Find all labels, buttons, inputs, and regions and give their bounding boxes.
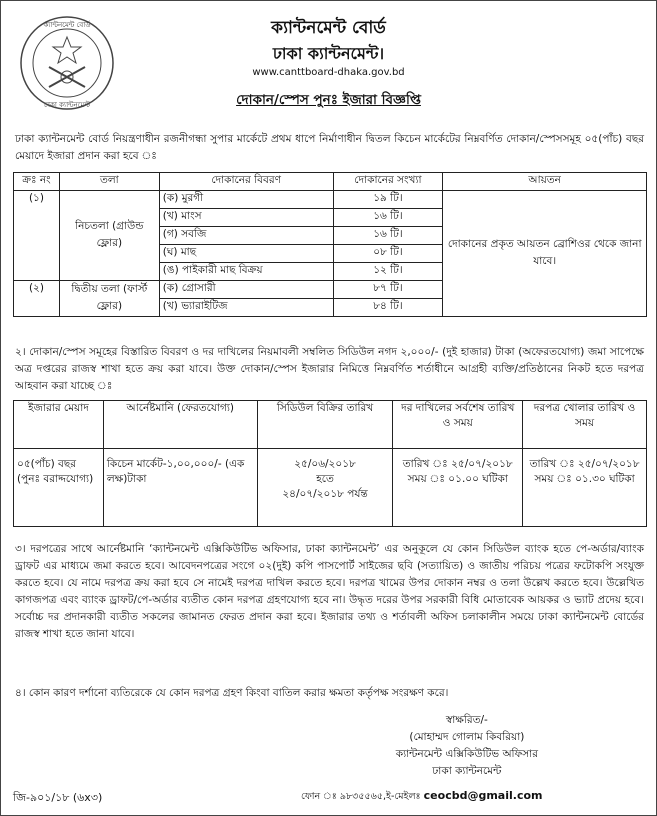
open-time: সময় ঃ ০১.৩০ ঘটিকা: [534, 473, 635, 485]
group-serial: (১): [14, 191, 60, 281]
header-sale-date: সিডিউল বিক্রির তারিখ: [257, 401, 393, 449]
item-name: মাছ: [180, 246, 197, 258]
group-serial: (২): [14, 281, 60, 317]
header-opening: দরপত্র খোলার তারিখ ও সময়: [523, 401, 647, 449]
area-note: দোকানের প্রকৃত আয়তন ব্রোশিওর থেকে জানা যাবে।: [443, 191, 647, 317]
item-description: [159, 299, 333, 317]
signatory-designation: ক্যান্টনমেন্ট এক্সিকিউটিভ অফিসার: [395, 748, 538, 760]
signatory-office: ঢাকা ক্যান্টনমেন্ট: [432, 765, 502, 777]
notice-title: দোকান/স্পেস পুনঃ ইজারা বিজ্ঞপ্তি: [236, 92, 421, 108]
signed-label: স্বাক্ষরিত/-: [445, 714, 488, 726]
seal-top-text: ক্যান্টনমেন্ট বোর্ড: [43, 21, 91, 29]
item-count: ১৬ টি।: [333, 209, 443, 227]
earnest-money: কিচেন মার্কেট-১,০০,০০০/- (এক লক্ষ)টাকা: [103, 449, 257, 527]
item-code: (খ): [162, 300, 178, 312]
contact-line: [301, 789, 542, 805]
reference-number: জি-৯০১/১৮ (৬x৩): [13, 791, 103, 804]
sale-to: ২৪/০৭/২০১৮ পর্যন্ত: [282, 488, 368, 500]
header-floor: তলা: [59, 173, 159, 191]
header-count: দোকানের সংখ্যা: [333, 173, 443, 191]
group-floor: দ্বিতীয় তলা (ফার্স্ট ফ্লোর): [59, 281, 159, 317]
header-area: আয়তন: [443, 173, 647, 191]
item-code: (ক): [162, 282, 179, 294]
item-name: পাইকারী মাছ বিক্রয়: [182, 264, 263, 276]
shop-table-header: [14, 173, 647, 191]
group-floor: নিচতলা (গ্রাউন্ড ফ্লোর): [59, 191, 159, 281]
item-name: মাংস: [181, 210, 202, 222]
org-place: ঢাকা ক্যান্টনমেন্ট।: [272, 44, 385, 63]
seal-bottom-text: ঢাকা ক্যান্টনমেন্ট: [44, 101, 90, 109]
signatory-name: (মোহাম্মদ গোলাম কিবরিয়া): [409, 731, 525, 743]
org-name: ক্যান্টনমেন্ট বোর্ড: [271, 18, 386, 38]
paragraph-3: ৩। দরপত্রের সাথে আর্নেষ্টমানি ‘ক্যান্টনমেন্ট এক্সিকিউটিভ অফিসার, ঢাকা ক্যান্টনমেন্ট’ এর অনুকূলে যে কোন সিডিউল ব্যাংক হতে পে-অর্ডার/ব্যাংক ড্রাফট এর মাধ্যমে জমা করতে হবে। আবেদনপত্রের সংগে ০২(দুই) কপি পাসপোর্ট সাইজের ছবি (সত্যায়িত) ও জাতীয় পরিচয় পত্রের ফটোকপি সংযুক্ত করতে হবে। যে নামে দরপত্র ক্রয় করা হবে সে নামেই দরপত্র দাখিল করতে হবে। দরপত্র খামের উপর দোকান নম্বর ও তলা উল্লেখ করতে হবে। উল্লেখিত কাগজপত্র এবং ব্যাংক ড্রাফট/পে-অর্ডার ব্যতীত কোন দরপত্র গ্রহণযোগ্য হবে না। উদ্ধৃত দরের উপর সরকারী বিধি মোতাবেক আয়কর ও ভ্যাট প্রদেয় হবে। সর্বোচ্চ দর প্রদানকারী ব্যতীত সকলের জামানত ফেরত প্রদান করা হবে। ইজারার তথ্য ও শর্তাবলী অফিস চলাকালীন সময়ে ঢাকা ক্যান্টনমেন্ট বোর্ডের রাজস্ব শাখা হতে জানা যাবে।: [15, 543, 644, 640]
lease-term: ০৫(পাঁচ) বছর (পুনঃ বরাদ্দযোগ্য): [14, 449, 104, 527]
notice-title-wrap: [1, 89, 656, 112]
signature-block: [396, 713, 538, 781]
sale-from: ২৫/০৬/২০১৮: [294, 458, 356, 470]
table-row: [14, 191, 647, 209]
contact-email[interactable]: ceocbd@gmail.com: [423, 789, 543, 802]
header-earnest: আর্নেষ্টমানি (ফেরতযোগ্য): [103, 401, 257, 449]
item-code: (ঙ): [162, 264, 179, 276]
item-count: ৮৪ টি।: [333, 299, 443, 317]
item-description: [159, 281, 333, 299]
header-description: দোকানের বিবরণ: [159, 173, 333, 191]
header-submit-deadline: দর দাখিলের সর্বশেষ তারিখ ও সময়: [393, 401, 523, 449]
header-term: ইজারার মেয়াদ: [14, 401, 104, 449]
item-description: [159, 263, 333, 281]
item-name: গ্রোসারী: [181, 282, 216, 294]
item-code: (খ): [162, 210, 178, 222]
item-name: সবজি: [181, 228, 207, 240]
item-count: ০৮ টি।: [333, 245, 443, 263]
item-count: ১৬ টি।: [333, 227, 443, 245]
item-code: (ঘ): [162, 246, 178, 258]
schedule-sale-period: [257, 449, 393, 527]
opening-schedule: [523, 449, 647, 527]
item-code: (ক): [162, 192, 179, 204]
item-name: মুরগী: [181, 192, 204, 204]
shop-table: [13, 172, 647, 317]
open-date: তারিখ ঃ ২৫/০৭/২০১৮: [529, 458, 640, 470]
item-count: ১৯ টি।: [333, 191, 443, 209]
item-count: ১২ টি।: [333, 263, 443, 281]
item-description: [159, 227, 333, 245]
item-description: [159, 245, 333, 263]
contact-phone: ফোন ঃ ৯৮৩৫৫৬৫,ই-মেইলঃ: [301, 791, 421, 802]
item-description: [159, 191, 333, 209]
item-code: (গ): [162, 228, 178, 240]
item-count: ৮৭ টি।: [333, 281, 443, 299]
website-link[interactable]: www.canttboard-dhaka.gov.bd: [252, 67, 405, 78]
sale-mid: হতে: [316, 473, 334, 485]
item-description: [159, 209, 333, 227]
paragraph-2: ২। দোকান/স্পেস সমূহের বিস্তারিত বিবরণ ও দর দাখিলের নিয়মাবলী সম্বলিত সিডিউল নগদ ২,০০০/- (দুই হাজার) টাকা (অফেরতযোগ্য) জমা সাপেক্ষে অত্র দপ্তরের রাজস্ব শাখা হতে ক্রয় করা যাবে। উক্ত দোকান/স্পেস ইজারার নিমিত্তে নিম্নবর্ণিত শর্তাধীনে আগ্রহী ব্যক্তি/প্রতিষ্ঠানের নিকট হতে দরপত্র আহবান করা যাচ্ছে ঃ: [15, 346, 644, 392]
header-serial: ক্রঃ নং: [14, 173, 60, 191]
paragraph-4: ৪। কোন কারণ দর্শানো ব্যতিরেকে যে কোন দরপত্র গ্রহণ কিংবা বাতিল করার ক্ষমতা কর্তৃপক্ষ সংরক্ষণ করে।: [15, 687, 449, 699]
schedule-table: [13, 400, 647, 527]
item-name: ভ্যারাইটিজ: [181, 300, 228, 312]
submit-date: তারিখ ঃ ২৫/০৭/২০১৮: [402, 458, 513, 470]
submission-deadline: [393, 449, 523, 527]
intro-paragraph: ঢাকা ক্যান্টনমেন্ট বোর্ড নিয়ন্ত্রণাধীন রজনীগন্ধা সুপার মার্কেটে প্রথম ধাপে নির্মাণাধীন দ্বিতল কিচেন মার্কেটের নিম্নবর্ণিত দোকান/স্পেসসমূহ ০৫(পাঁচ) বছর মেয়াদে ইজারা প্রদান করা হবে ঃ: [15, 133, 644, 162]
submit-time: সময় ঃ ০১.০০ ঘটিকা: [407, 473, 508, 485]
table-row: [14, 449, 647, 527]
schedule-table-header: [14, 401, 647, 449]
